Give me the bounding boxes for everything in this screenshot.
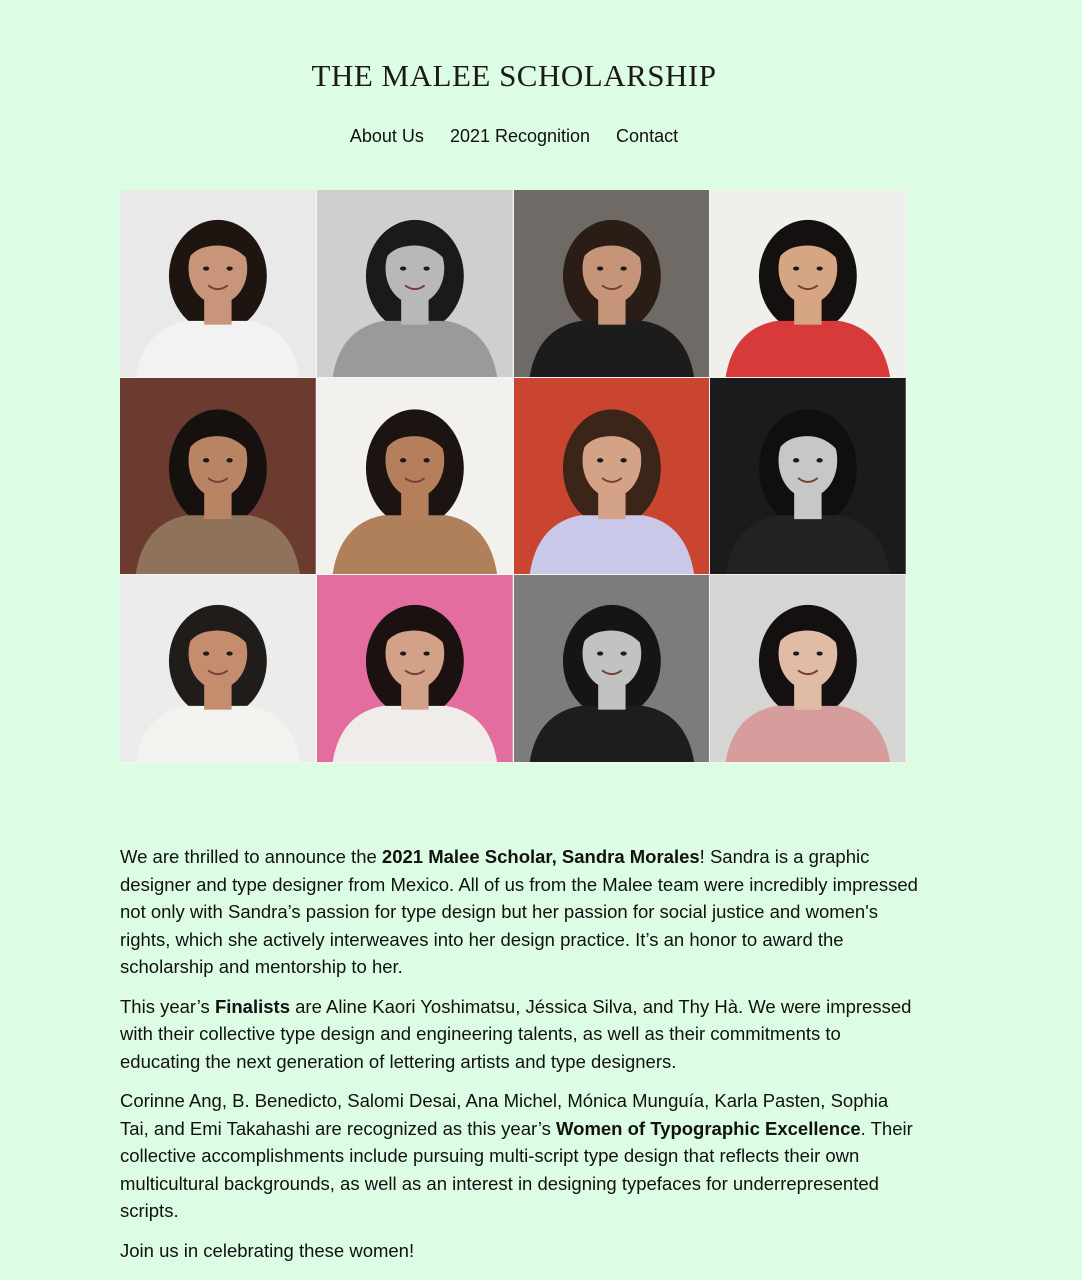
excellence-text: Corinne Ang, B. Benedicto, Salomi Desai, Ana Michel, Mónica Munguía, Karla Pasten, Sophia Tai, and Emi Takahashi are recognized as this year’s	[120, 1090, 889, 1139]
finalists-paragraph	[120, 993, 920, 1076]
finalists-text: This year’s	[120, 995, 215, 1017]
portrait-photo	[120, 190, 317, 378]
main-nav	[0, 126, 1028, 147]
announcement-text: We are thrilled to announce the	[120, 846, 382, 867]
portrait-photo	[514, 378, 711, 575]
portrait-photo	[317, 575, 514, 763]
excellence-text: . Their collective accomplishments include pursuing multi-script type design that reflects their own multicultural backgrounds, as well as an interest in designing typefaces for underrepresented scripts.	[120, 1117, 913, 1221]
portrait-photo	[120, 378, 317, 575]
portrait-photo	[514, 575, 711, 763]
site-title[interactable]: THE MALEE SCHOLARSHIP	[311, 58, 717, 93]
nav-2021-recognition[interactable]: 2021 Recognition	[449, 126, 591, 146]
finalists-text: are Aline Kaori Yoshimatsu, Jéssica Silva, and Thy Hà. We were impressed with their collective type design and engineering talents, as well as their commitments to educating the next generation of lettering artists and type designers.	[120, 995, 912, 1072]
closing-line: Join us in celebrating these women!	[120, 1239, 415, 1261]
nav-about-us[interactable]: About Us	[349, 126, 424, 146]
portrait-photo	[710, 575, 907, 763]
announcement-text: ! Sandra is a graphic designer and type designer from Mexico. All of us from the Malee team were incredibly impressed not only with Sandra’s passion for type design but her passion for social justice and women's rights, which she actively interweaves into her design practice. It’s an honor to award the scholarship and mentorship to her.	[120, 846, 918, 977]
excellence-highlight: Women of Typographic Excellence	[556, 1117, 861, 1139]
portrait-photo	[710, 190, 907, 378]
recognition-photo-grid	[120, 190, 907, 763]
announcement-article	[120, 843, 920, 1276]
scholar-highlight: 2021 Malee Scholar, Sandra Morales	[381, 846, 700, 867]
portrait-photo	[710, 378, 907, 575]
excellence-paragraph	[120, 1087, 920, 1225]
portrait-photo	[317, 190, 514, 378]
announcement-paragraph	[120, 843, 920, 981]
nav-contact[interactable]: Contact	[616, 126, 679, 146]
portrait-photo	[514, 190, 711, 378]
portrait-photo	[317, 378, 514, 575]
portrait-photo	[120, 575, 317, 763]
finalists-highlight: Finalists	[214, 995, 290, 1017]
